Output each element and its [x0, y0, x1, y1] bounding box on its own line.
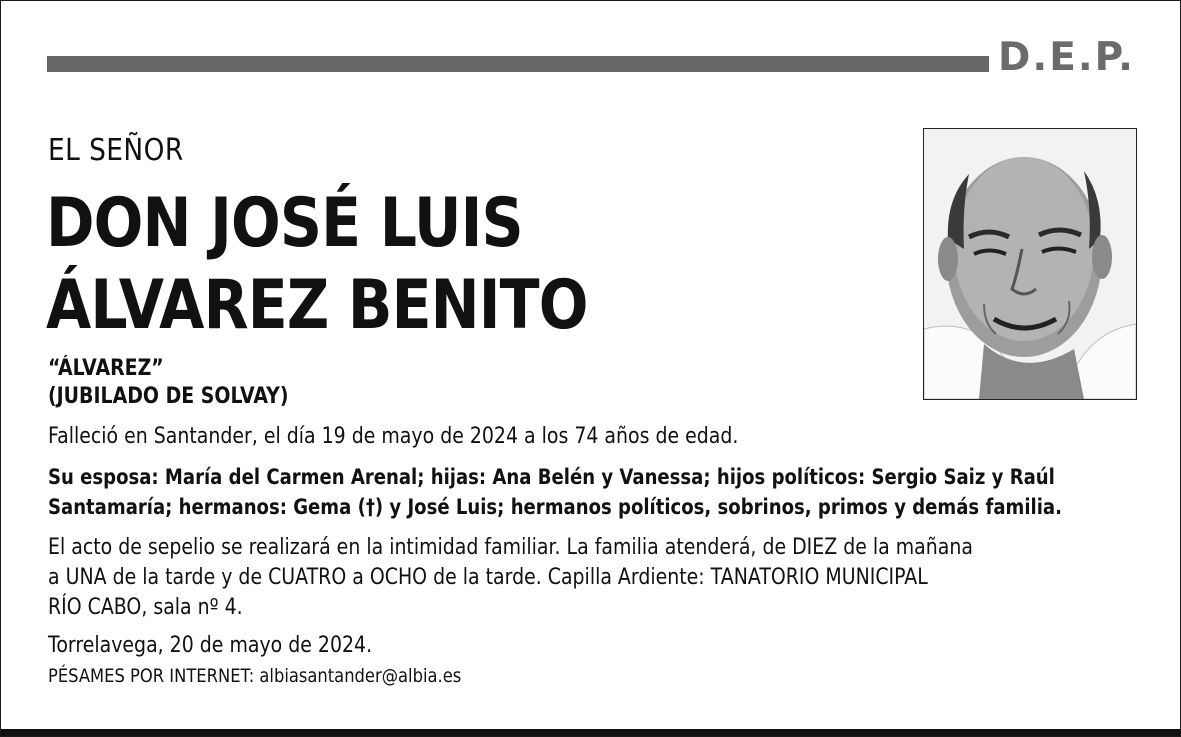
name-line-1: DON JOSÉ LUIS — [46, 184, 523, 263]
ceremony-paragraph — [48, 533, 973, 623]
nickname: “ÁLVAREZ” — [48, 356, 164, 381]
portrait-icon — [924, 129, 1136, 399]
portrait-photo — [923, 128, 1137, 400]
dep-heading: D.E.P. — [998, 35, 1135, 80]
title-prefix: EL SEÑOR — [48, 133, 184, 168]
ceremony-line-2: a UNA de la tarde y de CUATRO a OCHO de la tarde. Capilla Ardiente: TANATORIO MUNICIPAL — [48, 565, 928, 590]
condolences-line: PÉSAMES POR INTERNET: albiasantander@albia.es — [48, 665, 462, 687]
family-line-1: Su esposa: María del Carmen Arenal; hijas: Ana Belén y Vanessa; hijos políticos: Sergio Saiz y Raúl — [48, 465, 1055, 489]
footer-rule — [1, 729, 1180, 736]
header-rule — [47, 56, 989, 72]
subtitle-block — [48, 355, 289, 411]
occupation: (JUBILADO DE SOLVAY) — [48, 384, 289, 409]
place-date: Torrelavega, 20 de mayo de 2024. — [48, 633, 373, 658]
family-line-2: Santamaría; hermanos: Gema (†) y José Luis; hermanos políticos, sobrinos, primos y demás familia. — [48, 495, 1062, 519]
ceremony-line-1: El acto de sepelio se realizará en la intimidad familiar. La familia atenderá, de DIEZ de la mañana — [48, 535, 973, 560]
death-notice: Falleció en Santander, el día 19 de mayo de 2024 a los 74 años de edad. — [48, 424, 739, 449]
deceased-name — [46, 183, 588, 347]
name-line-2: ÁLVAREZ BENITO — [46, 266, 588, 345]
family-paragraph — [48, 462, 1062, 522]
ceremony-line-3: RÍO CABO, sala nº 4. — [48, 595, 243, 620]
